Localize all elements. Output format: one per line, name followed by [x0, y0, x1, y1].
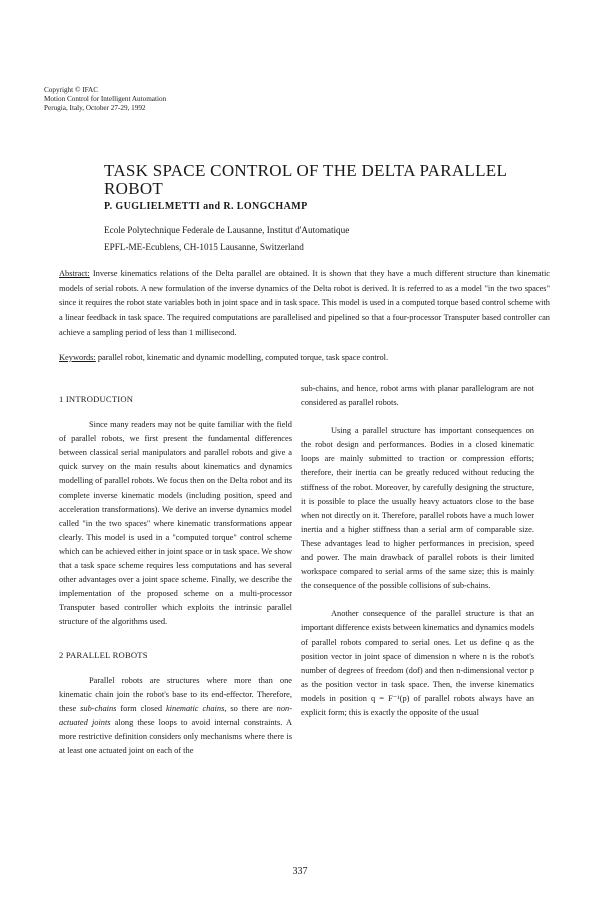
keywords-text: parallel robot, kinematic and dynamic modelling, computed torque, task space control. — [95, 353, 389, 362]
page-number: 337 — [292, 866, 308, 877]
left-column — [59, 392, 292, 758]
paper-title: TASK SPACE CONTROL OF THE DELTA PARALLEL ROBOT — [104, 161, 507, 198]
affiliation-line-2: EPFL-ME-Ecublens, CH-1015 Lausanne, Switzerland — [104, 242, 304, 252]
section-heading-parallel-robots: 2 PARALLEL ROBOTS — [59, 649, 148, 660]
authors: P. GUGLIELMETTI and R. LONGCHAMP — [104, 201, 308, 212]
abstract-text: Inverse kinematics relations of the Delta parallel are obtained. It is shown that they have a much different structure than kinematic models of serial robots. A new formulation of the inverse dynamics of the Delta robot is derived. It is referred to as a model "in the two spaces" since it requires the robot state variables both in joint space and in task space. This model is used in a computed torque based control scheme with a linear feedback in task space. The required computations are parallelised and pipelined so that a four-processor Transputer based controller can achieve a sampling period of less than 1 millisecond. — [59, 269, 550, 337]
parallel-structure-paragraph: Using a parallel structure has important consequences on the robot design and performances. Bodies in a closed kinematic loops are mainly submitted to traction or compression efforts; therefore, their inertia can be greatly reduced without reducing the stiffness of the robot. Moreover, by carefully designing the structure, it is possible to place the usually heavy actuators close to the base when not directly on it. Therefore, parallel robots have a much lower inertia and a higher stiffness than a serial arm of comparable size. These advantages lead to higher performances in precision, speed and power. The main drawback of parallel robots is their limited workspace compared to serial arms of the same size; this is mainly the consequence of the possible collisions of sub-chains. — [301, 426, 534, 591]
keywords-label: Keywords: — [59, 353, 96, 362]
abstract-label: Abstract: — [59, 269, 90, 278]
text-run: along these loops to avoid internal constraints. A more restrictive definition considers only mechanisms where there is at least one actuated joint on each of the — [59, 717, 292, 756]
parallel-robots-paragraph — [59, 674, 292, 759]
emphasis-term: sub-chains — [80, 703, 117, 713]
affiliation — [104, 222, 544, 256]
emphasis-term: non-actuated joints — [59, 703, 292, 727]
text-run: Parallel robots are structures where more than one kinematic chain join the robot's base to its end-effector. Therefore, these — [59, 675, 292, 713]
copyright-line: Copyright © IFAC — [44, 86, 99, 94]
right-column — [301, 382, 534, 720]
conference-location: Perugia, Italy, October 27-29, 1992 — [44, 104, 146, 112]
emphasis-term: kinematic chains — [165, 703, 225, 713]
continued-paragraph: sub-chains, and hence, robot arms with planar parallelogram are not considered as parallel robots. — [301, 384, 534, 408]
introduction-paragraph: Since many readers may not be quite familiar with the field of parallel robots, we first present the fundamental differences between classical serial manipulators and parallel robots and give a quick survey on the main results about kinematics and dynamics modelling of parallel robots. We focus then on the Delta robot and its complete inverse kinematic models (including position, speed and acceleration transformations). We derive an inverse dynamics model called "in the two spaces" where kinematic transformations appear clearly. This model is used in a "computed torque" control scheme which can be achieved either in joint space or in task space. We show that a task space scheme requires less computations and has several other advantages over a joint space scheme. Finally, we describe the implementation of the proposed scheme on a multi-processor Transputer based controller which exploits the intrinsic parallel structure of the algorithms used. — [59, 420, 292, 627]
text-run: form closed — [116, 703, 166, 713]
affiliation-line-1: Ecole Polytechnique Federale de Lausanne, Institut d'Automatique — [104, 225, 350, 235]
text-run: , so there are — [224, 703, 277, 713]
conference-name: Motion Control for Intelligent Automation — [44, 95, 167, 103]
section-heading-introduction: 1 INTRODUCTION — [59, 394, 134, 404]
kinematics-paragraph: Another consequence of the parallel structure is that an important difference exists between kinematics and dynamics models of parallel robots compared to serial ones. Let us define q as the position vector in joint space of dimension n where n is the robot's number of degrees of freedom (dof) and then n-dimensional vector p as the position vector in task space. Then, the inverse kinematics models in position q = F⁻¹(p) of parallel robots always have an explicit form; this is exactly the opposite of the usual — [301, 609, 534, 717]
copyright-header — [44, 86, 244, 113]
keywords — [59, 352, 550, 364]
abstract — [59, 267, 550, 341]
